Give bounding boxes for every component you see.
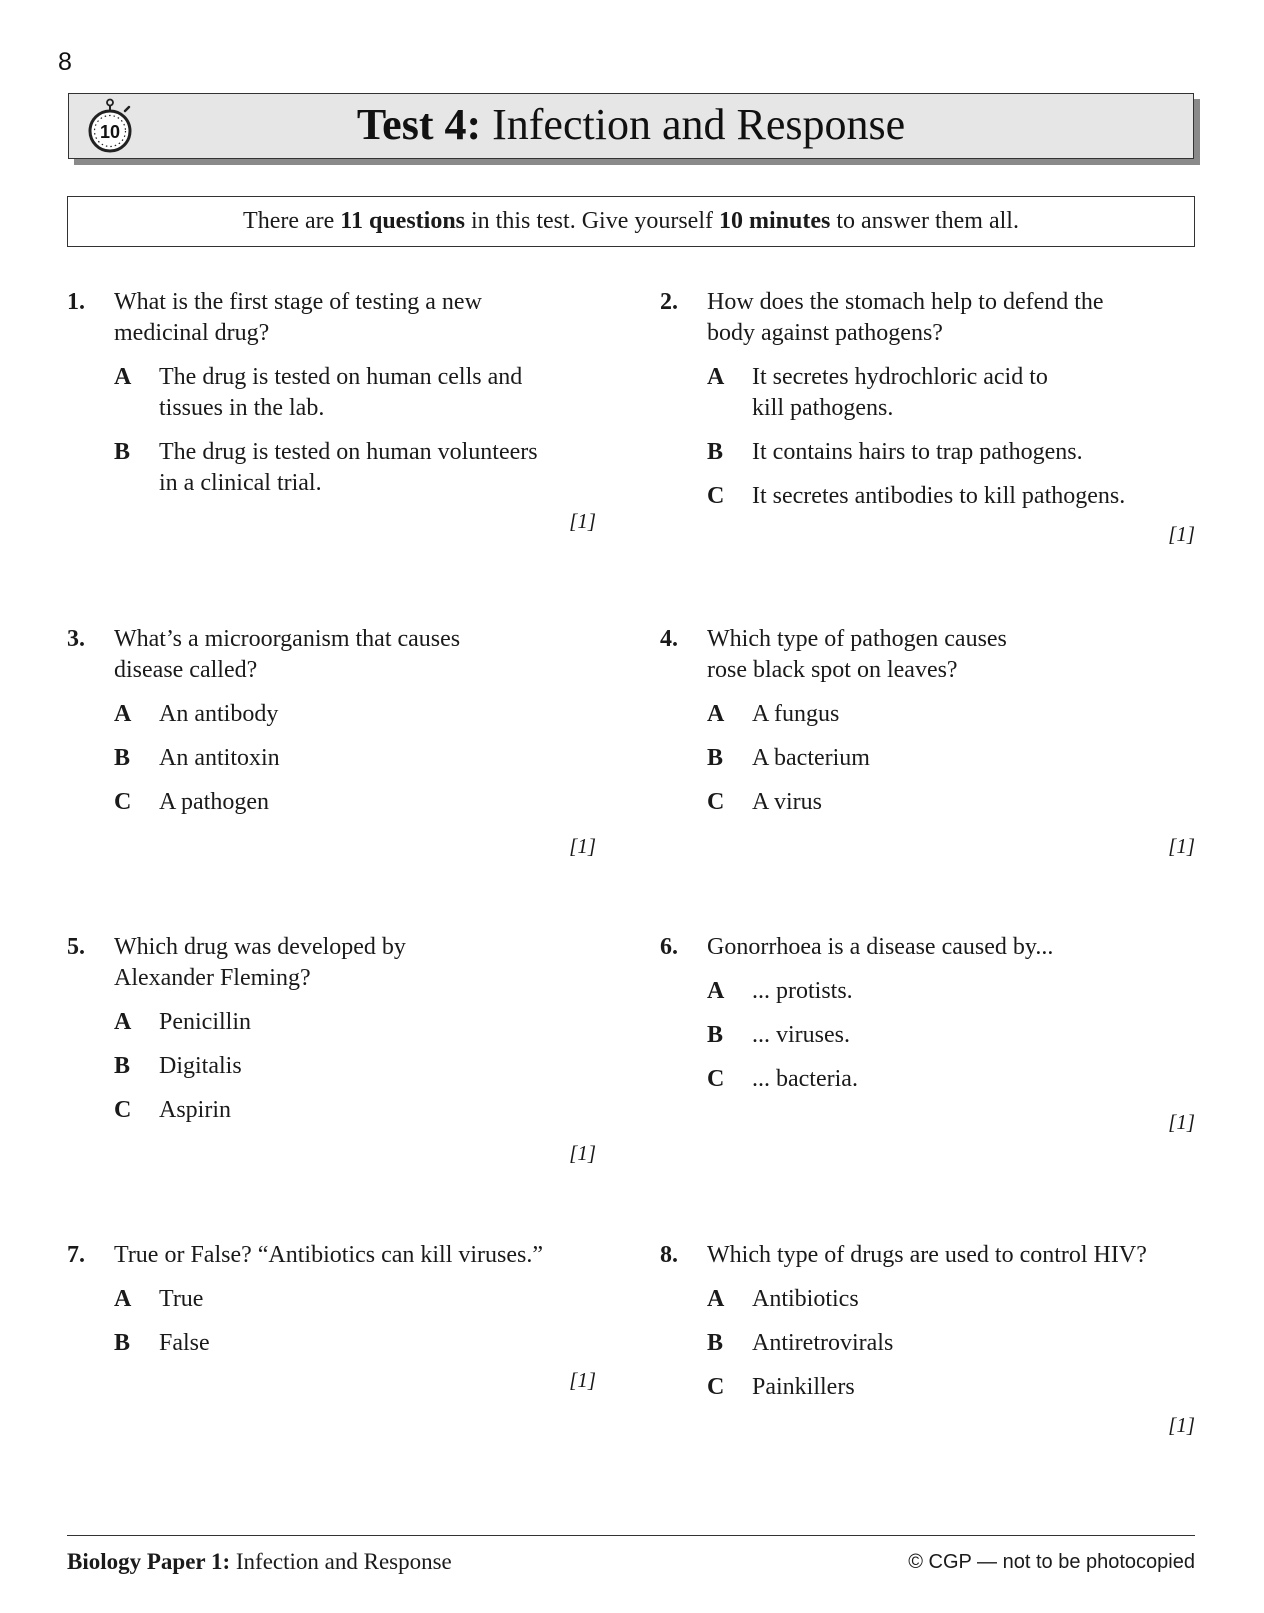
option-a[interactable] (114, 1007, 596, 1038)
option-text: False (159, 1330, 210, 1356)
option-letter: B (707, 1330, 724, 1356)
question-text-line: rose black spot on leaves? (707, 657, 958, 683)
question-text-line: True or False? “Antibiotics can kill viruses.” (114, 1242, 544, 1268)
option-letter: A (114, 364, 132, 390)
option-b[interactable] (114, 437, 596, 499)
option-c[interactable] (707, 481, 1195, 512)
option-text: A virus (752, 789, 823, 815)
question-text (114, 932, 596, 994)
option-letter: C (707, 789, 725, 815)
option-letter: C (707, 483, 725, 509)
option-letter: B (114, 1053, 131, 1079)
question-number: 1. (67, 289, 85, 315)
question-text-line: Which drug was developed by (114, 934, 406, 960)
option-a[interactable] (707, 362, 1195, 424)
option-text: It contains hairs to trap pathogens. (752, 439, 1083, 465)
question-text-line: Alexander Fleming? (114, 965, 311, 991)
option-text: ... protists. (752, 978, 853, 1004)
option-text: Antiretrovirals (752, 1330, 894, 1356)
question-text-line: body against pathogens? (707, 320, 943, 346)
option-c[interactable] (114, 1095, 596, 1126)
option-b[interactable] (114, 743, 596, 774)
option-text: It secretes antibodies to kill pathogens. (752, 483, 1126, 509)
option-letter: A (707, 1286, 725, 1312)
mark-label: [1] (1168, 1110, 1195, 1134)
question-text (114, 624, 596, 686)
option-text: ... viruses. (752, 1022, 850, 1048)
option-letter: A (114, 1009, 132, 1035)
info-questions-count: 11 questions (340, 208, 466, 234)
option-a[interactable] (114, 699, 596, 730)
option-letter: B (707, 1022, 724, 1048)
instructions-box (67, 196, 1195, 247)
info-text-2: in this test. Give yourself (465, 208, 719, 234)
option-b[interactable] (707, 1020, 1195, 1051)
option-letter: B (114, 439, 131, 465)
option-c[interactable] (707, 787, 1195, 818)
option-text: The drug is tested on human volunteers (159, 439, 538, 465)
question-text (114, 287, 596, 349)
option-text: Digitalis (159, 1053, 242, 1079)
option-text: in a clinical trial. (159, 470, 322, 496)
question-number: 7. (67, 1242, 85, 1268)
option-a[interactable] (707, 699, 1195, 730)
option-text: kill pathogens. (752, 395, 894, 421)
title-bold: Test 4: (356, 100, 482, 149)
question-text-line: Gonorrhoea is a disease caused by... (707, 934, 1054, 960)
option-letter: B (707, 745, 724, 771)
option-a[interactable] (707, 1284, 1195, 1315)
question-text-line: disease called? (114, 657, 258, 683)
page-title (69, 100, 1193, 150)
mark-label: [1] (569, 834, 596, 858)
option-b[interactable] (707, 743, 1195, 774)
mark-label: [1] (569, 1368, 596, 1392)
footer-paper: Biology Paper 1: (67, 1549, 231, 1574)
question-text (707, 932, 1195, 963)
footer-section-title (67, 1547, 452, 1577)
question-text (114, 1240, 596, 1271)
timer-minutes: 10 (99, 122, 121, 142)
option-text: A bacterium (752, 745, 870, 771)
question-4 (660, 624, 1195, 864)
page-number: 8 (58, 48, 72, 76)
question-number: 8. (660, 1242, 678, 1268)
option-letter: B (114, 745, 131, 771)
question-number: 6. (660, 934, 678, 960)
question-text (707, 624, 1195, 686)
question-6 (660, 932, 1195, 1142)
mark-label: [1] (569, 1141, 596, 1165)
option-letter: B (707, 439, 724, 465)
option-a[interactable] (114, 362, 596, 424)
option-text: True (159, 1286, 204, 1312)
option-letter: A (707, 978, 725, 1004)
question-3 (67, 624, 596, 864)
title-rest: Infection and Response (481, 100, 906, 149)
footer-copyright: © CGP — not to be photocopied (908, 1551, 1195, 1573)
option-letter: A (114, 701, 132, 727)
question-text-line: What is the first stage of testing a new (114, 289, 482, 315)
option-a[interactable] (707, 976, 1195, 1007)
question-7 (67, 1240, 596, 1400)
option-letter: C (707, 1066, 725, 1092)
option-letter: B (114, 1330, 131, 1356)
mark-label: [1] (1168, 834, 1195, 858)
option-letter: C (114, 789, 132, 815)
question-text-line: Which type of pathogen causes (707, 626, 1007, 652)
question-number: 2. (660, 289, 678, 315)
footer-topic: Infection and Response (230, 1549, 452, 1574)
option-text: Antibiotics (752, 1286, 859, 1312)
option-c[interactable] (707, 1064, 1195, 1095)
option-letter: C (707, 1374, 725, 1400)
option-text: ... bacteria. (752, 1066, 858, 1092)
question-2 (660, 287, 1195, 557)
option-text: Penicillin (159, 1009, 251, 1035)
option-letter: A (707, 364, 725, 390)
option-b[interactable] (114, 1051, 596, 1082)
question-text (707, 287, 1195, 349)
question-number: 5. (67, 934, 85, 960)
option-c[interactable] (114, 787, 596, 818)
option-b[interactable] (114, 1328, 596, 1359)
option-letter: A (707, 701, 725, 727)
option-letter: A (114, 1286, 132, 1312)
question-8 (660, 1240, 1195, 1450)
mark-label: [1] (1168, 1413, 1195, 1437)
option-text: tissues in the lab. (159, 395, 325, 421)
question-text-line: medicinal drug? (114, 320, 270, 346)
option-text: It secretes hydrochloric acid to (752, 364, 1048, 390)
option-text: An antitoxin (159, 745, 280, 771)
question-text-line: What’s a microorganism that causes (114, 626, 461, 652)
option-letter: C (114, 1097, 132, 1123)
title-banner (68, 93, 1194, 159)
mark-label: [1] (569, 509, 596, 533)
question-text (707, 1240, 1195, 1271)
option-text: A pathogen (159, 789, 269, 815)
info-text-3: to answer them all. (830, 208, 1019, 234)
mark-label: [1] (1168, 522, 1195, 546)
info-text-1: There are (243, 208, 341, 234)
option-text: A fungus (752, 701, 840, 727)
option-text: An antibody (159, 701, 279, 727)
question-number: 3. (67, 626, 85, 652)
option-b[interactable] (707, 437, 1195, 468)
question-text-line: How does the stomach help to defend the (707, 289, 1104, 315)
question-text-line: Which type of drugs are used to control HIV? (707, 1242, 1147, 1268)
option-text: The drug is tested on human cells and (159, 364, 523, 390)
question-5 (67, 932, 596, 1172)
question-1 (67, 287, 596, 532)
option-b[interactable] (707, 1328, 1195, 1359)
option-a[interactable] (114, 1284, 596, 1315)
option-text: Painkillers (752, 1374, 855, 1400)
question-number: 4. (660, 626, 678, 652)
option-c[interactable] (707, 1372, 1195, 1403)
footer-divider (67, 1535, 1195, 1536)
option-text: Aspirin (159, 1097, 231, 1123)
info-minutes: 10 minutes (718, 208, 831, 234)
